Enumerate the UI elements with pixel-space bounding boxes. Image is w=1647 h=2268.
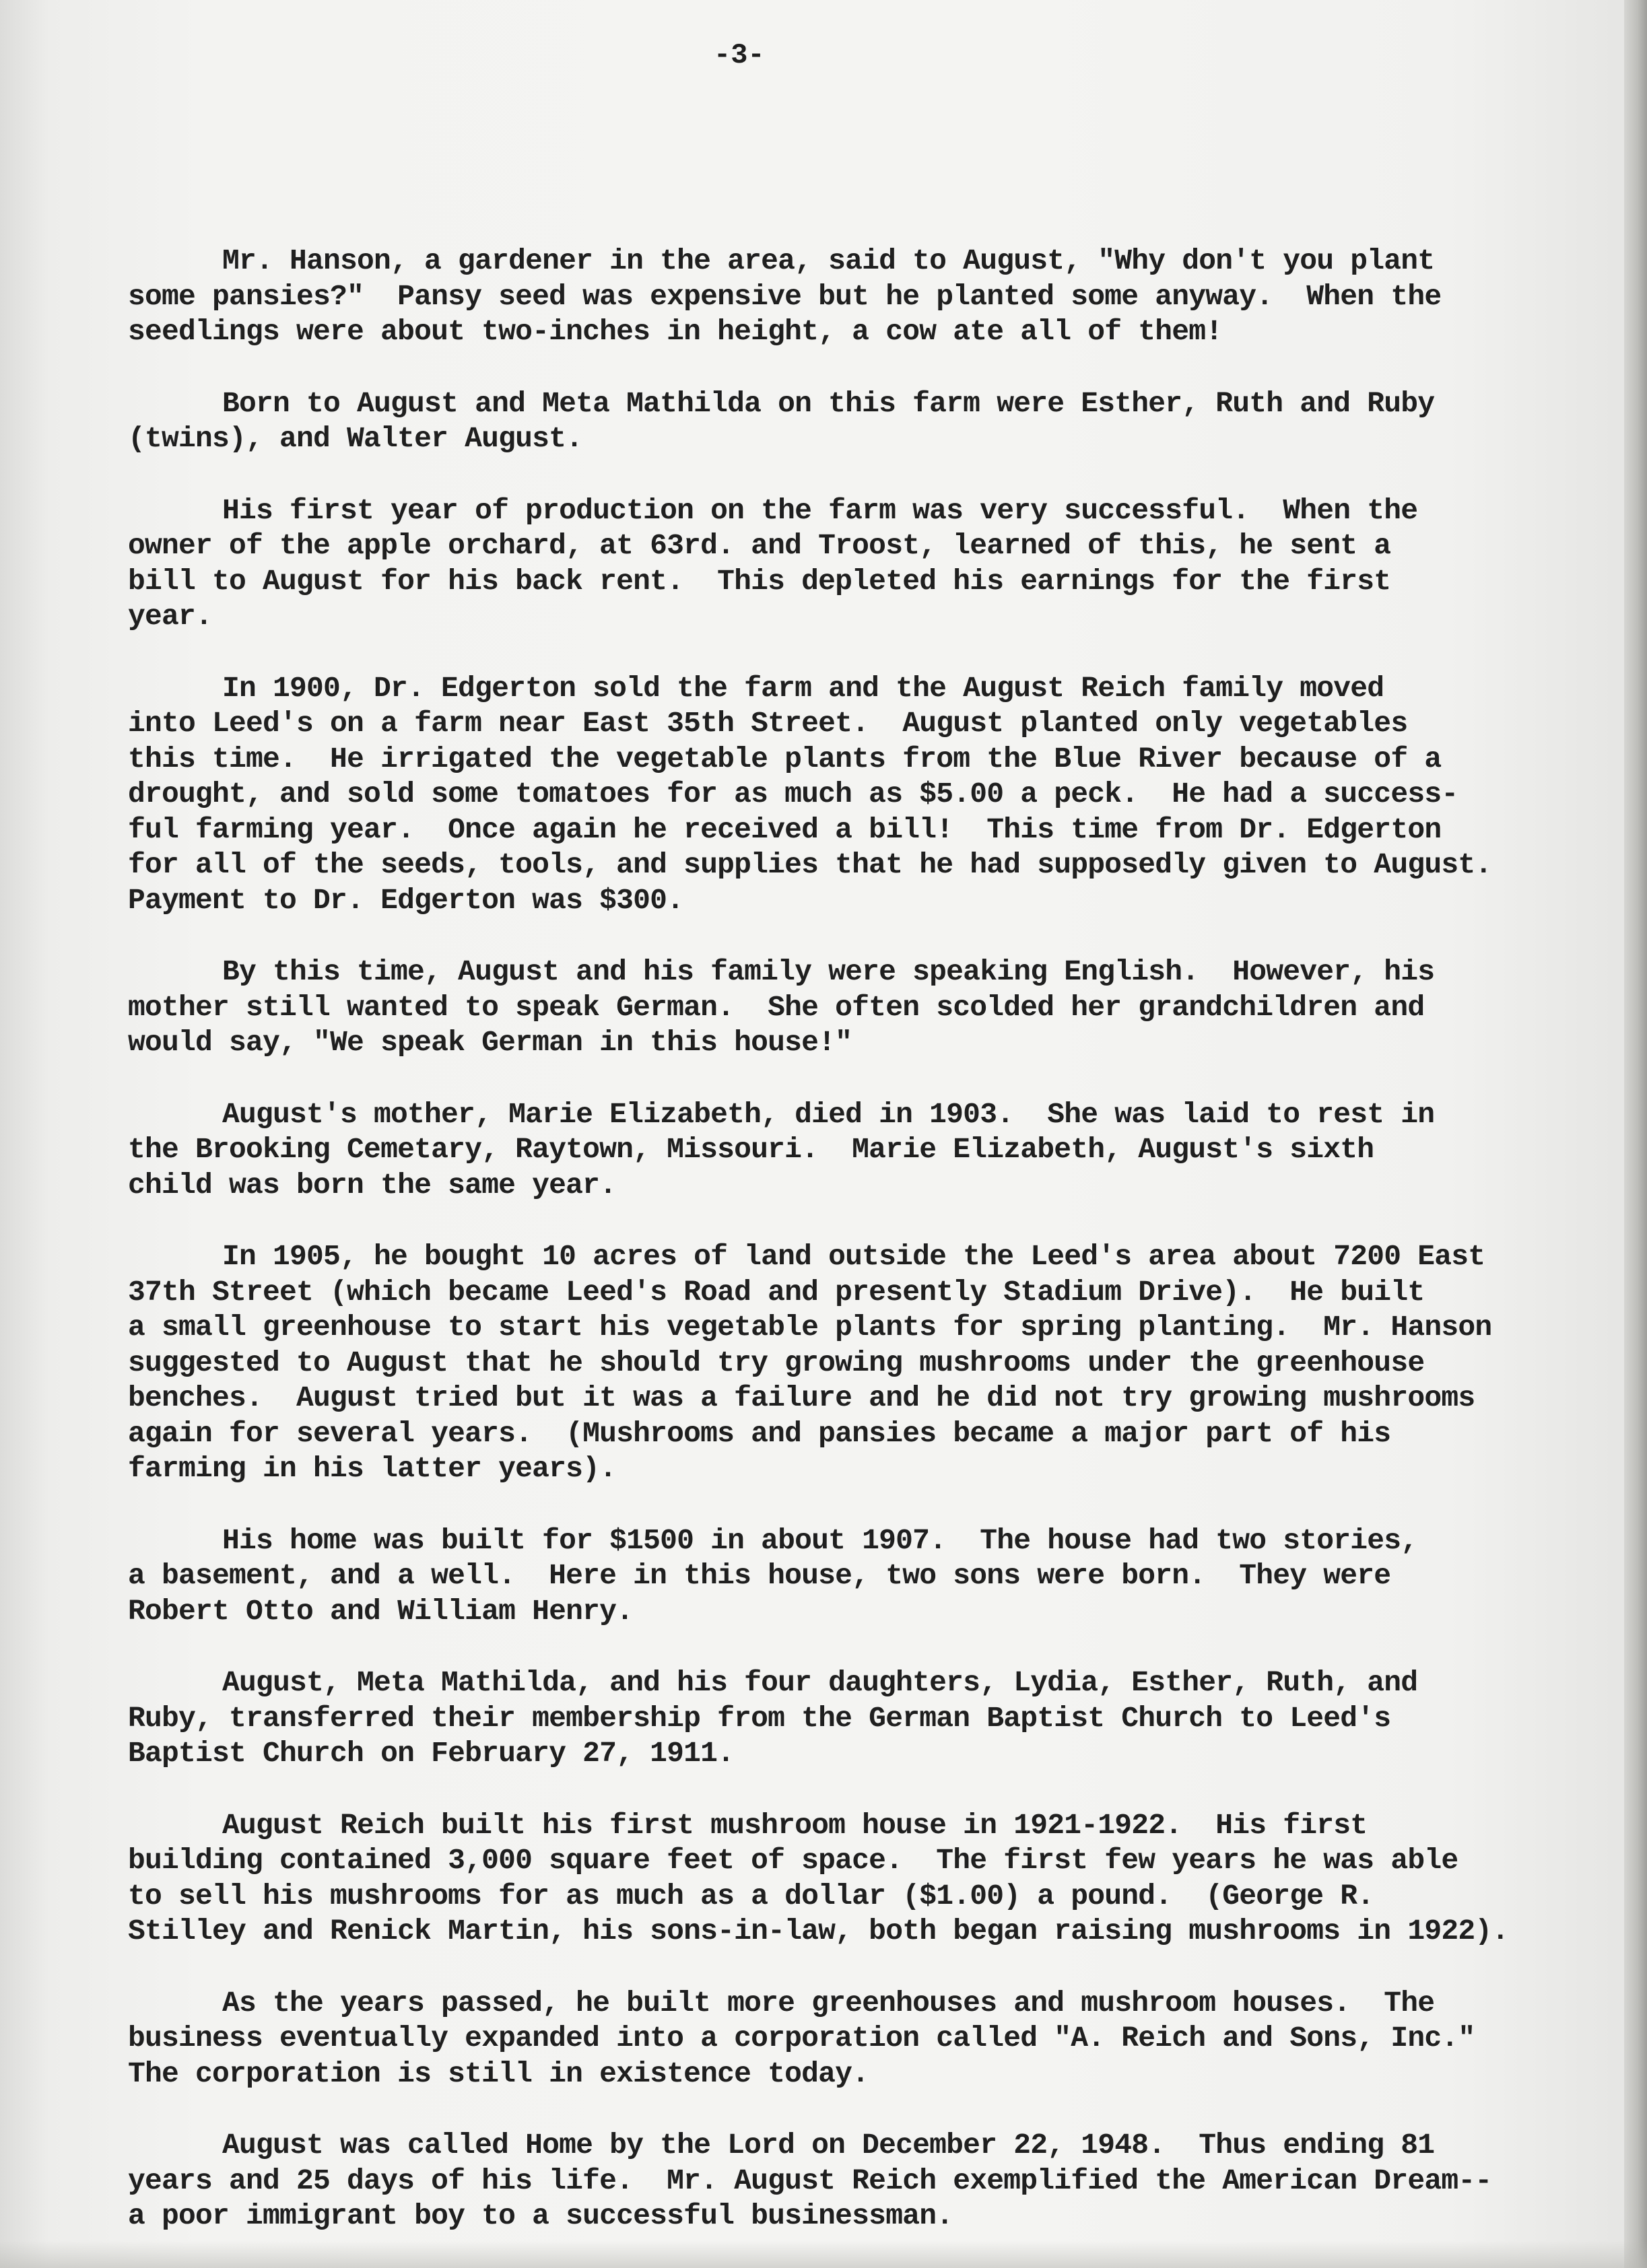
text-line: Born to August and Meta Mathilda on this farm were Esther, Ruth and Ruby xyxy=(222,386,1435,420)
paragraph xyxy=(128,1523,1609,1630)
text-line: to sell his mushrooms for as much as a dollar ($1.00) a pound. (George R. xyxy=(128,1879,1374,1913)
text-line: child was born the same year. xyxy=(128,1168,617,1202)
paragraph xyxy=(128,955,1609,1061)
text-line: this time. He irrigated the vegetable plants from the Blue River because of a xyxy=(128,742,1442,776)
paragraph xyxy=(128,1097,1609,1204)
text-line: a basement, and a well. Here in this house, two sons were born. They were xyxy=(128,1559,1391,1592)
paragraph xyxy=(128,2128,1609,2234)
text-line: a small greenhouse to start his vegetable plants for spring planting. Mr. Hanson xyxy=(128,1311,1492,1344)
text-line: benches. August tried but it was a failure and he did not try growing mushrooms xyxy=(128,1381,1475,1414)
text-line: In 1905, he bought 10 acres of land outside the Leed's area about 7200 East xyxy=(222,1240,1485,1273)
text-line: a poor immigrant boy to a successful businessman. xyxy=(128,2199,953,2232)
text-line: the Brooking Cemetary, Raytown, Missouri. Marie Elizabeth, August's sixth xyxy=(128,1133,1374,1166)
text-line: drought, and sold some tomatoes for as much as $5.00 a peck. He had a success- xyxy=(128,778,1458,811)
text-line: mother still wanted to speak German. She often scolded her grandchildren and xyxy=(128,990,1425,1024)
text-line: The corporation is still in existence today. xyxy=(128,2057,869,2090)
text-line: Stilley and Renick Martin, his sons-in-law, both began raising mushrooms in 1922). xyxy=(128,1915,1509,1948)
text-line: into Leed's on a farm near East 35th Street. August planted only vegetables xyxy=(128,707,1408,740)
text-line: His first year of production on the farm was very successful. When the xyxy=(222,493,1418,527)
text-line: August was called Home by the Lord on December 22, 1948. Thus ending 81 xyxy=(222,2129,1435,2162)
text-line: By this time, August and his family were speaking English. However, his xyxy=(222,955,1435,988)
text-line: His home was built for $1500 in about 1907. The house had two stories, xyxy=(222,1523,1418,1557)
paragraph xyxy=(128,1986,1609,2092)
paragraph xyxy=(128,1239,1609,1487)
paragraph xyxy=(128,386,1609,457)
text-line: Payment to Dr. Edgerton was $300. xyxy=(128,883,684,917)
text-line: would say, "We speak German in this house!" xyxy=(128,1026,852,1059)
text-line: bill to August for his back rent. This depleted his earnings for the first xyxy=(128,564,1391,598)
text-line: Ruby, transferred their membership from the German Baptist Church to Leed's xyxy=(128,1701,1391,1735)
text-line: 37th Street (which became Leed's Road and presently Stadium Drive). He built xyxy=(128,1275,1425,1309)
page-edge-shadow xyxy=(1624,0,1647,2268)
text-line: In 1900, Dr. Edgerton sold the farm and the August Reich family moved xyxy=(222,671,1384,705)
text-line: As the years passed, he built more greenhouses and mushroom houses. The xyxy=(222,1986,1435,2020)
paragraph xyxy=(128,244,1609,350)
body-text xyxy=(128,244,1609,2268)
text-line: year. xyxy=(128,600,213,633)
text-line: (twins), and Walter August. xyxy=(128,422,583,455)
text-line: farming in his latter years). xyxy=(128,1452,617,1485)
text-line: August, Meta Mathilda, and his four daughters, Lydia, Esther, Ruth, and xyxy=(222,1666,1418,1699)
text-line: again for several years. (Mushrooms and pansies became a major part of his xyxy=(128,1416,1391,1450)
text-line: owner of the apple orchard, at 63rd. and Troost, learned of this, he sent a xyxy=(128,529,1391,562)
text-line: Robert Otto and William Henry. xyxy=(128,1594,634,1628)
text-line: Mr. Hanson, a gardener in the area, said to August, "Why don't you plant xyxy=(222,244,1435,277)
text-line: seedlings were about two-inches in height, a cow ate all of them! xyxy=(128,315,1223,348)
text-line: building contained 3,000 square feet of space. The first few years he was able xyxy=(128,1844,1458,1877)
text-line: Baptist Church on February 27, 1911. xyxy=(128,1737,735,1770)
text-line: ful farming year. Once again he received a bill! This time from Dr. Edgerton xyxy=(128,813,1442,846)
text-line: suggested to August that he should try growing mushrooms under the greenhouse xyxy=(128,1346,1425,1379)
paragraph xyxy=(128,1808,1609,1950)
paragraph xyxy=(128,1665,1609,1772)
text-line: August's mother, Marie Elizabeth, died in 1903. She was laid to rest in xyxy=(222,1097,1435,1131)
text-line: business eventually expanded into a corporation called "A. Reich and Sons, Inc." xyxy=(128,2022,1475,2055)
page-number: -3- xyxy=(714,39,765,71)
text-line: for all of the seeds, tools, and supplies that he had supposedly given to August. xyxy=(128,848,1492,881)
paragraph xyxy=(128,493,1609,635)
paragraph xyxy=(128,671,1609,919)
text-line: August Reich built his first mushroom house in 1921-1922. His first xyxy=(222,1808,1368,1842)
text-line: years and 25 days of his life. Mr. August Reich exemplified the American Dream-- xyxy=(128,2164,1492,2197)
text-line: some pansies?" Pansy seed was expensive but he planted some anyway. When the xyxy=(128,279,1442,313)
